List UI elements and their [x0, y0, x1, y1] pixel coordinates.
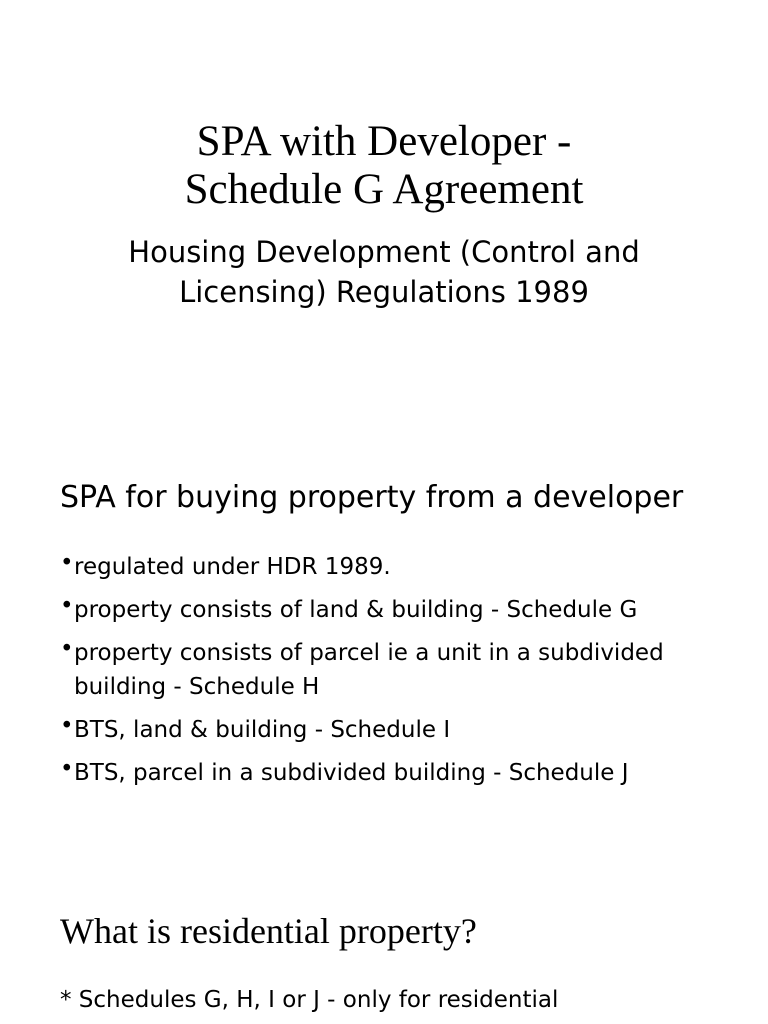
- subtitle-line-1: Housing Development (Control and: [128, 235, 640, 269]
- list-item-text: property consists of parcel ie a unit in a subdivided building - Schedule H: [74, 640, 664, 700]
- title-line-1: SPA with Developer -: [196, 118, 572, 165]
- list-item: [60, 550, 750, 584]
- bullet-icon: •: [60, 636, 74, 662]
- list-item: [60, 636, 750, 704]
- list-item-text: property consists of land & building - Schedule G: [74, 597, 638, 623]
- bullet-list: [60, 550, 750, 799]
- list-item-text: BTS, parcel in a subdivided building - Schedule J: [74, 760, 629, 786]
- list-item-text: regulated under HDR 1989.: [74, 554, 391, 580]
- list-item: [60, 713, 750, 747]
- list-item-text: BTS, land & building - Schedule I: [74, 717, 451, 743]
- bullet-icon: •: [60, 550, 74, 576]
- list-item: [60, 593, 750, 627]
- slide-subtitle: [0, 232, 768, 312]
- section-heading: SPA for buying property from a developer: [60, 480, 684, 515]
- subtitle-line-2: Licensing) Regulations 1989: [179, 275, 589, 309]
- bullet-icon: •: [60, 593, 74, 619]
- title-line-2: Schedule G Agreement: [184, 166, 584, 213]
- list-item: [60, 756, 750, 790]
- bullet-icon: •: [60, 756, 74, 782]
- slide-title: [0, 118, 768, 214]
- section2-text: * Schedules G, H, I or J - only for residential: [60, 987, 559, 1013]
- section2-heading: What is residential property?: [60, 911, 477, 951]
- bullet-icon: •: [60, 713, 74, 739]
